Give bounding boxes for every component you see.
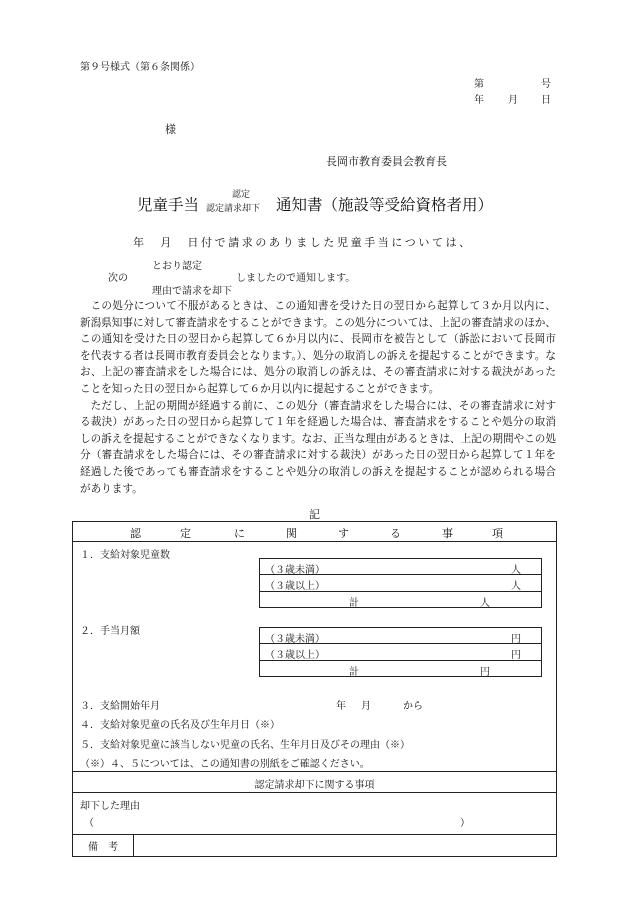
- appeal-paragraph-1: この処分について不服があるときは、この通知書を受けた日の翌日から起算して３か月以内に、新潟県知事に対して審査請求をすることができます。この処分については、上記の審査請求のほか、この通知を受けた日の翌日から起算して６か月以内に、長岡市を被告として（訴訟において長岡市を代表する者は長岡市教育委員会となります。）、処分の取消しの訴えを提起することができます。なお、上記の審査請求をした場合には、処分の取消しの訴えは、その審査請求に対する裁決があったことを知った日の翌日から起算して６か月以内に提起することができます。: [80, 300, 556, 395]
- appeal-notice: [80, 298, 556, 497]
- header-char: 認: [130, 527, 141, 540]
- start-from: から: [403, 701, 423, 712]
- item-child-count: １．支給対象児童数: [80, 550, 170, 561]
- header-char: る: [390, 527, 401, 540]
- ki-label: 記: [309, 508, 320, 521]
- divider: [72, 771, 557, 772]
- over3-unit: 人: [511, 581, 521, 592]
- date-day: 日: [541, 95, 551, 106]
- under3-unit: 人: [511, 565, 521, 576]
- title-rest: 通知書（施設等受給資格者用）: [276, 196, 494, 214]
- intro-option-reject: 理由で請求を却下: [152, 286, 232, 297]
- title-option-reject: 認定請求却下: [206, 204, 261, 214]
- amount-over3-unit: 円: [511, 650, 521, 661]
- doc-number-suffix: 号: [541, 79, 551, 90]
- count-total-unit: 人: [480, 598, 490, 609]
- appeal-paragraph-2: ただし、上記の期間が経過する前に、この処分（審査請求をした場合には、その審査請求に対する裁決）があった日の翌日から起算して１年を経過した場合は、審査請求をすることや処分の取消しの訴えを提起することができなくなります。なお、正当な理由があるときは、上記の期間やこの処分（審査請求をした場合には、その審査請求に対する裁決）があった日の翌日から起算して１年を経過した後であっても審査請求をすることや処分の取消しの訴えを提起することが認められる場合があります。: [80, 399, 556, 495]
- header-char: 事: [442, 527, 453, 540]
- divider: [72, 792, 557, 793]
- title-option-approve: 認定: [232, 190, 251, 200]
- amount-total-unit: 円: [480, 667, 490, 678]
- count-total-label: 計: [349, 598, 359, 609]
- intro-option-approve: とおり認定: [152, 261, 202, 272]
- intro-next: 次の: [108, 273, 128, 284]
- form-number: 第９号様式（第６条関係）: [80, 62, 200, 73]
- amount-total-label: 計: [349, 667, 359, 678]
- title-main: 児童手当: [137, 196, 200, 214]
- start-month: 月: [361, 701, 371, 712]
- remarks-label: 備 考: [88, 842, 118, 853]
- item-start-month: ３．支給開始年月: [80, 701, 160, 712]
- over3-label: （３歳以上）: [265, 581, 325, 592]
- addressee-suffix: 様: [165, 123, 176, 136]
- header-char: 定: [180, 527, 191, 540]
- header-char: 関: [286, 527, 297, 540]
- intro-tail: しましたので通知します。: [236, 273, 356, 284]
- amount-over3-label: （３歳以上）: [265, 650, 325, 661]
- doc-number-prefix: 第: [474, 79, 484, 90]
- divider: [72, 834, 557, 835]
- rejection-header: 認定請求却下に関する事項: [254, 780, 375, 791]
- header-char: 項: [492, 527, 503, 540]
- date-year: 年: [474, 95, 484, 106]
- under3-label: （３歳未満）: [265, 565, 325, 576]
- divider: [72, 541, 557, 542]
- rejection-reason-label: 却下した理由: [80, 801, 140, 812]
- amount-under3-label: （３歳未満）: [265, 634, 325, 645]
- item-monthly-amount: ２．手当月額: [80, 626, 140, 637]
- item-child-names: ４．支給対象児童の氏名及び生年月日（※）: [80, 720, 280, 731]
- amount-under3-unit: 円: [511, 634, 521, 645]
- intro-line: 年 月 日付で請求のありました児童手当については、: [133, 236, 473, 249]
- table-note: （※）４、５については、この通知書の別紙をご確認ください。: [80, 759, 370, 770]
- date-month: 月: [508, 95, 518, 106]
- issuer-name: 長岡市教育委員会教育長: [326, 155, 447, 168]
- header-char: に: [234, 527, 245, 540]
- reason-paren-close: ）: [460, 818, 470, 829]
- item-non-eligible-children: ５．支給対象児童に該当しない児童の氏名、生年月日及びその理由（※）: [80, 740, 410, 751]
- header-char: す: [338, 527, 349, 540]
- start-year: 年: [336, 701, 346, 712]
- remarks-divider: [133, 834, 134, 857]
- reason-paren-open: （: [84, 818, 94, 829]
